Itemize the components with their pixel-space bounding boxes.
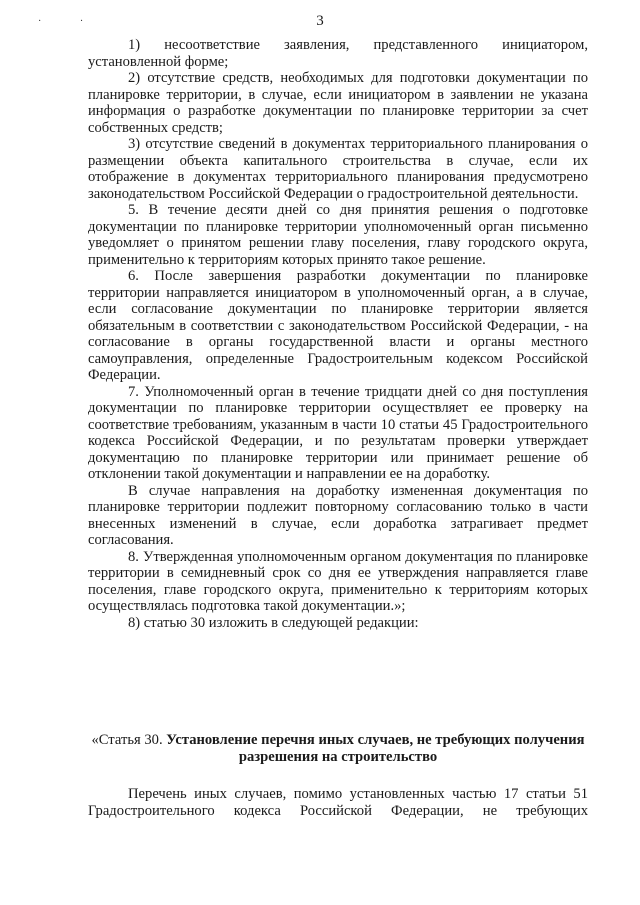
paragraph-rework: В случае направления на доработку измененная документация по планировке территории подлежит повторному согласованию только в части внесенных изменений в случае, если доработка затрагивает предмет согласования. bbox=[88, 482, 588, 548]
paragraph-section-6: 6. После завершения разработки документации по планировке территории направляется инициатором в уполномоченный орган, а в случае, если согласование документации по планировке территории является обязательным в соответствии с законодательством Российской Федерации, - на согласование в органы государственной власти и органы местного самоуправления, определенные Градостроительным кодексом Российской Федерации. bbox=[88, 268, 588, 383]
paragraph-item-2: 2) отсутствие средств, необходимых для подготовки документации по планировке территории, в случае, если инициатором в заявлении не указана информация о разработке документации по планировке территории за счет собственных средств; bbox=[88, 70, 588, 136]
paragraph-section-8: 8. Утвержденная уполномоченным органом документация по планировке территории в семидневный срок со дня ее утверждения направляется главе поселения, главе городского округа, применительно к территориям которых осуществлялась подготовка такой документации.»; bbox=[88, 548, 588, 614]
article-title: Установление перечня иных случаев, не требующих получения разрешения на строительство bbox=[166, 732, 585, 765]
article-body bbox=[88, 786, 588, 819]
paragraph-item-1: 1) несоответствие заявления, представленного инициатором, установленной форме; bbox=[88, 37, 588, 70]
paragraph-section-5: 5. В течение десяти дней со дня принятия решения о подготовке документации по планировке территории уполномоченный орган письменно уведомляет о принятом решении главу поселения, главу городского округа, применительно к территориям которых принято такое решение. bbox=[88, 202, 588, 268]
page-number: 3 bbox=[316, 13, 324, 29]
document-body bbox=[88, 37, 588, 631]
paragraph-section-7: 7. Уполномоченный орган в течение тридцати дней со дня поступления документации по планировке территории осуществляет ее проверку на соответствие требованиям, указанным в части 10 статьи 45 Градостроительного кодекса Российской Федерации, и по результатам проверки утверждает документацию по планировке территории или принимает решение об отклонении такой документации и направлении ее на доработку. bbox=[88, 383, 588, 482]
paragraph-item-3: 3) отсутствие сведений в документах территориального планирования о размещении объекта капитального строительства в случае, если их отображение в документах территориального планирования предусмотрено законодательством Российской Федерации о градостроительной деятельности. bbox=[88, 136, 588, 202]
article-prefix: «Статья 30. bbox=[91, 732, 163, 748]
paragraph-amendment-8: 8) статью 30 изложить в следующей редакции: bbox=[128, 614, 419, 631]
paragraph-article-30: Перечень иных случаев, помимо установленных частью 17 статьи 51 Градостроительного кодекса Российской Федерации, не требующих bbox=[88, 786, 588, 819]
article-heading bbox=[88, 732, 588, 765]
scan-specks: · · bbox=[38, 16, 102, 27]
